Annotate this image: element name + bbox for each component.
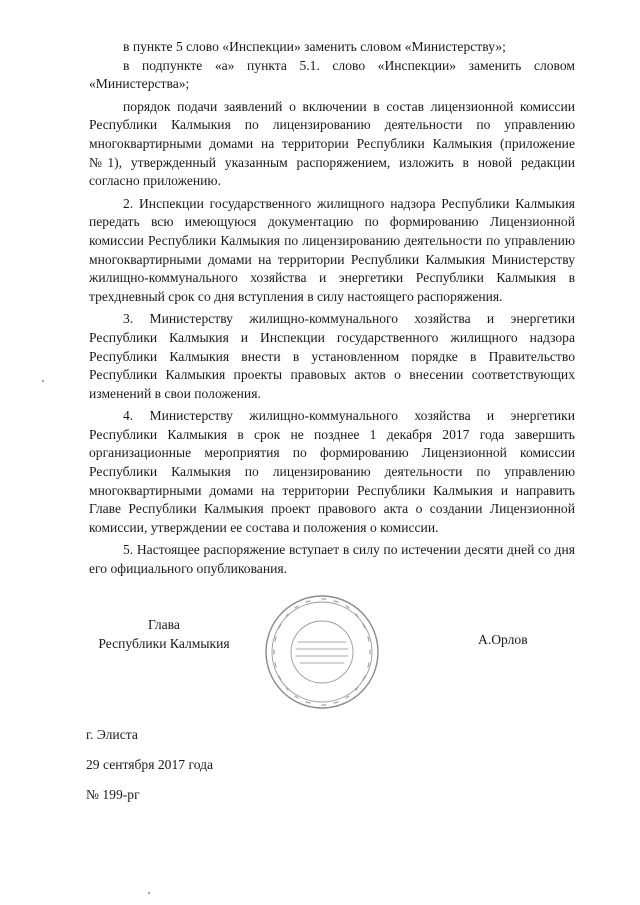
signatory-title-line-2: Республики Калмыкия xyxy=(98,635,230,651)
paragraph-4: 2. Инспекции государственного жилищного надзора Республики Калмыкия передать всю имеющуюся документацию по формированию Лицензионной комиссии Республики Калмыкия по лицензированию деятельности по управлению многоквартирными домами на территории Республики Калмыкия Министерству жилищно-коммунального хозяйства и энергетики Республики Калмыкия в трехдневный срок со дня вступления в силу настоящего распоряжения. xyxy=(89,195,575,304)
paragraph-6: 4. Министерству жилищно-коммунального хозяйства и энергетики Республики Калмыкия в срок не позднее 1 декабря 2017 года завершить организационные мероприятия по формированию Лицензионной комиссии Республики Калмыкия по лицензированию деятельности по управлению многоквартирными домами на территории Республики Калмыкия и направить Главе Республики Калмыкия проект правового акта о создании Лицензионной комиссии, утверждении ее состава и положения о комиссии. xyxy=(89,408,575,535)
document-number: № 199-рг xyxy=(86,787,140,802)
scan-speck xyxy=(148,892,150,894)
signatory-name: А.Орлов xyxy=(478,632,528,647)
paragraph-3: порядок подачи заявлений о включении в состав лицензионной комиссии Республики Калмыкия по лицензированию деятельности по управлению многоквартирными домами на территории Республики Калмыкия (приложение №1), утвержденный указанным распоряжением, изложить в новой редакции согласно приложению. xyxy=(89,98,575,189)
official-seal-icon xyxy=(262,592,382,712)
place-of-signing: г. Элиста xyxy=(86,727,138,742)
document-body xyxy=(89,38,575,579)
paragraph-5: 3. Министерству жилищно-коммунального хозяйства и энергетики Республики Калмыкия и Инспекции государственного жилищного надзора Республики Калмыкия внести в установленном порядке в Правительство Республики Калмыкия проекты правовых актов о внесении соответствующих изменений в свои положения. xyxy=(89,311,575,401)
paragraph-2: в подпункте «а» пункта 5.1. слово «Инспекции» заменить словом «Министерства»; xyxy=(89,57,575,92)
signatory-title xyxy=(89,616,239,653)
paragraph-1: в пункте 5 слово «Инспекции» заменить словом «Министерству»; xyxy=(123,39,506,54)
scan-speck xyxy=(42,380,44,382)
document-footer xyxy=(86,720,213,810)
date-of-signing: 29 сентября 2017 года xyxy=(86,757,214,772)
paragraph-7: 5. Настоящее распоряжение вступает в силу по истечении десяти дней со дня его официального опубликования. xyxy=(89,542,575,577)
signatory-title-line-1: Глава xyxy=(148,617,180,632)
